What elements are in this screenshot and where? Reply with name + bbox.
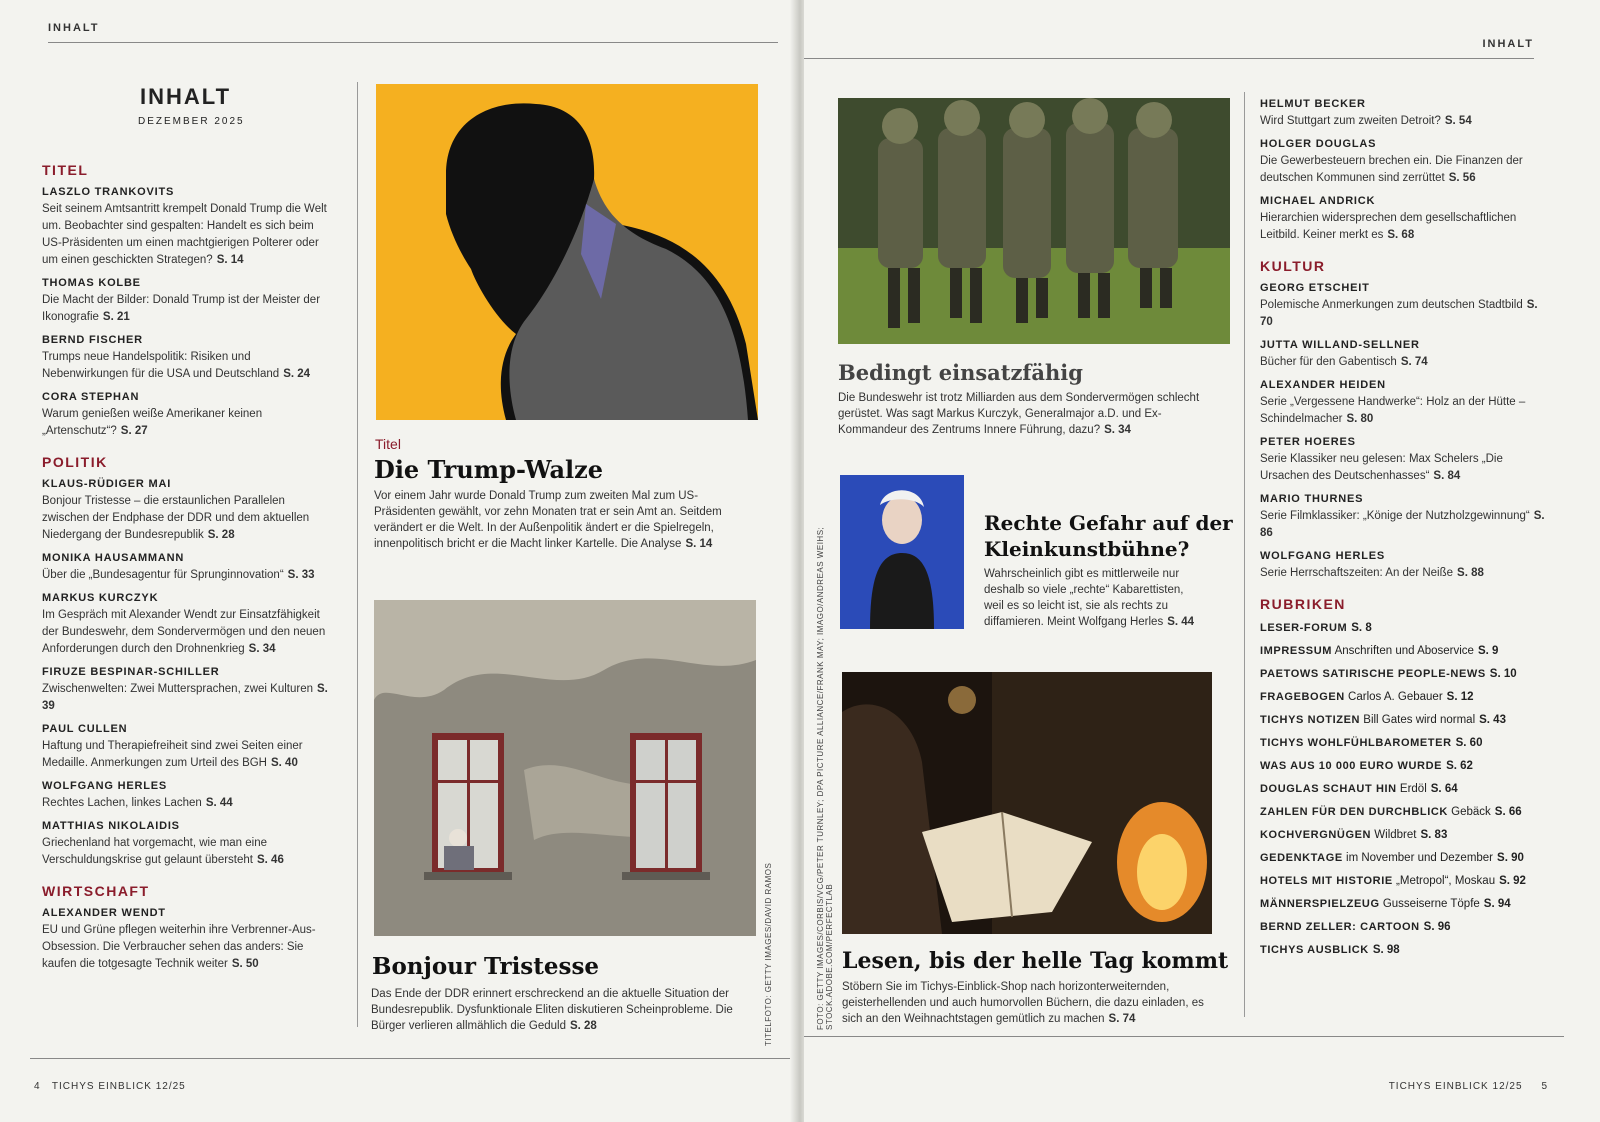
entry-description [42,493,332,544]
toc-title: INHALT [140,84,232,109]
teaser-text: Wahrscheinlich gibt es mittlerweile nur deshalb so viele „rechte“ Kabarettisten, weil es so leicht ist, sie als rechts zu diffamieren. Meint Wolfgang Herles [984,568,1184,628]
rubrik-desc: „Metropol“, Moskau [1396,875,1496,887]
rubrik-page: S. 92 [1499,875,1526,887]
entry-text: Serie „Vergessene Handwerke“: Holz an der Hütte –Schindelmacher [1260,396,1526,425]
entry-page: S. 54 [1444,115,1472,127]
entry-description [42,738,332,772]
toc-entry[interactable] [1260,436,1550,485]
toc-entry[interactable] [42,478,332,544]
running-head-right: INHALT [1482,38,1534,50]
page-number: 5 [1541,1081,1548,1092]
rubrik-page: S. 10 [1489,668,1517,680]
entry-author: MONIKA HAUSAMMANN [42,552,185,564]
rubrik-desc: Gusseiserne Töpfe [1382,898,1480,910]
entry-author: MATTHIAS NIKOLAIDIS [42,820,180,832]
entry-text: Griechenland hat vorgemacht, wie man eine Verschuldungskrise gut gelaunt übersteht [42,837,268,866]
teaser-text: Das Ende der DDR erinnert erschreckend an die aktuelle Situation der Bundesrepublik. Dysfunktionale Eliten diskutieren Scheinprobleme. Die Bürger verlieren allmählich die Geduld [371,988,733,1032]
top-rule [804,58,1534,59]
entry-page: S. 39 [42,683,328,712]
entry-description [42,835,332,869]
rubrik-desc: Carlos A. Gebauer [1348,691,1443,703]
toc-entry[interactable] [1260,493,1550,542]
rubrik-page: S. 96 [1423,921,1451,933]
entry-text: Rechtes Lachen, linkes Lachen [42,797,202,809]
rubrik-desc: im November und Dezember [1346,852,1494,864]
feature2-teaser [371,986,756,1034]
rubrik-item[interactable] [1260,919,1550,936]
toc-entry[interactable] [42,592,332,658]
section-heading-politik: POLITIK [42,454,108,470]
entry-page: S. 70 [1260,299,1538,328]
rubrik-page: S. 64 [1430,783,1458,795]
entry-page: S. 34 [248,643,276,655]
entry-page: S. 40 [271,757,298,769]
feature-headline: Die Trump-Walze [374,455,604,484]
toc-column-left [42,148,332,981]
entry-text: Serie Herrschaftszeiten: An der Neiße [1260,567,1454,579]
rubrik-name: KOCHVERGNÜGEN [1260,829,1372,841]
rubrik-page: S. 62 [1446,760,1473,772]
rubrik-page: S. 43 [1479,714,1506,726]
entry-text: Bonjour Tristesse – die erstaunlichen Parallelen zwischen der Endphase der DDR und dem aktuellen Niedergang der Bundesrepublik [42,495,310,541]
feature2-teaser [984,566,1199,630]
entry-description [1260,354,1550,371]
feature2-headline: Rechte Gefahr auf der Kleinkunstbühne? [984,511,1233,561]
rubrik-name: FRAGEBOGEN [1260,691,1345,703]
toc-entry[interactable] [1260,550,1550,582]
rubrik-desc: Anschriften und Aboservice [1334,645,1474,657]
entry-description [1260,394,1550,428]
entry-text: Im Gespräch mit Alexander Wendt zur Einsatzfähigkeit der Bundeswehr, dem Sondervermögen und den neuen Anforderungen durch den Drohnenkrieg [42,609,326,655]
footer-right [1389,1081,1548,1092]
feature-teaser [374,488,759,552]
entry-author: PAUL CULLEN [42,723,128,735]
rubrik-item[interactable] [1260,896,1550,913]
entry-page: S. 21 [102,311,130,323]
entry-page: S. 27 [120,425,148,437]
footer-left [34,1081,186,1092]
right-page [804,0,1600,1122]
entry-author: PETER HOERES [1260,436,1356,448]
toc-column-right [1260,98,1550,965]
entry-author: ALEXANDER HEIDEN [1260,379,1386,391]
toc-entry[interactable] [42,391,332,440]
entry-description [1260,508,1550,542]
toc-entry[interactable] [42,907,332,973]
rubrik-item[interactable] [1260,620,1550,637]
entry-description [1260,565,1550,582]
feature2-headline: Bonjour Tristesse [372,953,600,980]
entry-description [1260,451,1550,485]
entry-author: MARKUS KURCZYK [42,592,159,604]
toc-entry[interactable] [42,780,332,812]
entry-description [42,922,332,973]
entry-text: Über die „Bundesagentur für Sprunginnovation“ [42,569,284,581]
feature3-teaser [842,979,1217,1027]
section-heading-kultur: KULTUR [1260,258,1326,274]
page-ref: S. 74 [1108,1013,1136,1025]
running-head-left: INHALT [48,22,100,34]
entry-page: S. 88 [1457,567,1484,579]
toc-entry[interactable] [1260,339,1550,371]
entry-text: Die Macht der Bilder: Donald Trump ist der Meister der Ikonografie [42,294,321,323]
rubrik-page: S. 66 [1494,806,1522,818]
feature-teaser [838,390,1228,438]
entry-author: FIRUZE BESPINAR-SCHILLER [42,666,220,678]
rubrik-name: WAS AUS 10 000 EURO WURDE [1260,760,1443,772]
entry-description [1260,297,1550,331]
toc-entry[interactable] [42,723,332,772]
rubrik-item[interactable] [1260,758,1550,775]
teaser-text: Vor einem Jahr wurde Donald Trump zum zweiten Mal zum US-Präsidenten gewählt, vor zehn Monaten trat er sein Amt an. Seitdem verändert er die Welt. In der Außenpolitik ändert er die Spielregeln, innenpolitisch bricht er die Macht linker Kartelle. Die Analyse [374,490,722,550]
entry-page: S. 56 [1448,172,1476,184]
bottom-rule [30,1058,790,1059]
rubrik-page: S. 83 [1420,829,1448,841]
magazine-issue: TICHYS EINBLICK 12/25 [51,1081,186,1092]
rubrik-item[interactable] [1260,712,1550,729]
entry-author: WOLFGANG HERLES [42,780,168,792]
rubrik-page: S. 90 [1497,852,1524,864]
page-ref: S. 44 [1167,616,1195,628]
rubrik-item[interactable] [1260,873,1550,890]
rubrik-name: TICHYS WOHLFÜHLBAROMETER [1260,737,1452,749]
entry-page: S. 33 [287,569,315,581]
rubrik-name: BERND ZELLER: CARTOON [1260,921,1420,933]
entry-description [1260,113,1550,130]
toc-entry[interactable] [1260,138,1550,187]
toc-entry[interactable] [1260,195,1550,244]
rubrik-name: GEDENKTAGE [1260,852,1343,864]
entry-page: S. 46 [256,854,284,866]
rubrik-item[interactable] [1260,827,1550,844]
rubrik-page: S. 12 [1446,691,1474,703]
column-divider [1244,92,1245,1017]
toc-date: DEZEMBER 2025 [138,116,245,127]
entry-author: MICHAEL ANDRICK [1260,195,1376,207]
rubrik-item[interactable] [1260,643,1550,660]
toc-entry[interactable] [1260,98,1550,130]
bottom-rule [804,1036,1564,1037]
entry-author: MARIO THURNES [1260,493,1364,505]
section-heading-titel: TITEL [42,162,89,178]
rubrik-desc: Erdöl [1399,783,1427,795]
entry-text: Die Gewerbesteuern brechen ein. Die Finanzen der deutschen Kommunen sind zerrüttet [1260,155,1523,184]
toc-entry[interactable] [42,277,332,326]
rubrik-page: S. 8 [1351,622,1372,634]
entry-text: Trumps neue Handelspolitik: Risiken und Nebenwirkungen für die USA und Deutschland [42,351,280,380]
rubrik-name: DOUGLAS SCHAUT HIN [1260,783,1397,795]
feature-headline: Bedingt einsatzfähig [838,360,1083,385]
entry-page: S. 80 [1346,413,1374,425]
rubrik-page: S. 9 [1477,645,1499,657]
teaser-text: Die Bundeswehr ist trotz Milliarden aus dem Sondervermögen schlecht gerüstet. Was sagt Markus Kurczyk, Generalmajor a.D. und Ex-Kommandeur des Zentrums Innere Führung, dazu? [838,392,1200,436]
entry-description [42,567,332,584]
entry-text: Hierarchien widersprechen dem gesellschaftlichen Leitbild. Keiner merkt es [1260,212,1517,241]
toc-entry[interactable] [1260,282,1550,331]
rubrik-page: S. 60 [1455,737,1483,749]
rubrik-item[interactable] [1260,735,1550,752]
entry-text: Polemische Anmerkungen zum deutschen Stadtbild [1260,299,1523,311]
entry-author: GEORG ETSCHEIT [1260,282,1370,294]
reading-image [842,672,1212,934]
rubrik-item[interactable] [1260,781,1550,798]
entry-page: S. 28 [207,529,235,541]
entry-author: KLAUS-RÜDIGER MAI [42,478,172,490]
photo-credit-right: FOTO: GETTY IMAGES/CORBIS/VCG/PETER TURNLEY; DPA PICTURE ALLIANCE/FRANK MAY; IMAGO/ANDREAS WEIHS; STOCK.ADOBE.COM/PERFECTLAB [816,526,834,1030]
page-number: 4 [34,1081,41,1092]
magazine-issue: TICHYS EINBLICK 12/25 [1388,1081,1523,1092]
entry-author: BERND FISCHER [42,334,143,346]
entry-text: Seit seinem Amtsantritt krempelt Donald Trump die Welt um. Beobachter sind gespalten: Handelt es sich beim US-Präsidenten um einen machtgierigen Polterer oder um einen geschickten Strategen? [42,203,327,266]
entry-page: S. 86 [1260,510,1545,539]
left-page [0,0,796,1122]
entry-page: S. 68 [1387,229,1415,241]
entry-text: Zwischenwelten: Zwei Muttersprachen, zwei Kulturen [42,683,314,695]
rubrik-desc: Gebäck [1451,806,1491,818]
rubrik-item[interactable] [1260,666,1550,683]
rubrik-page: S. 98 [1372,944,1400,956]
page-ref: S. 28 [569,1020,597,1032]
soldiers-image [838,98,1230,344]
rubrik-page: S. 94 [1483,898,1511,910]
entry-description [42,349,332,383]
trump-silhouette-image [376,84,758,420]
entry-author: HELMUT BECKER [1260,98,1366,110]
toc-entry[interactable] [42,552,332,584]
section-heading-wirtschaft: WIRTSCHAFT [42,883,150,899]
feature-kicker: Titel [375,436,401,452]
entry-page: S. 74 [1400,356,1428,368]
entry-text: Bücher für den Gabentisch [1260,356,1397,368]
teaser-text: Stöbern Sie im Tichys-Einblick-Shop nach horizonterweiternden, geisterhellenden und auch humorvollen Büchern, die dazu einladen, es sich an den Weihnachtstagen gemütlich zu machen [842,981,1204,1025]
entry-author: HOLGER DOUGLAS [1260,138,1377,150]
entry-text: EU und Grüne pflegen weiterhin ihre Verbrenner-Aus-Obsession. Die Verbraucher sehen das anders: Sie kaufen die totgesagte Technik weiter [42,924,316,970]
entry-author: ALEXANDER WENDT [42,907,166,919]
entry-page: S. 50 [231,958,259,970]
section-heading-rubriken: RUBRIKEN [1260,596,1346,612]
rubrik-desc: Bill Gates wird normal [1363,714,1476,726]
toc-entry[interactable] [42,820,332,869]
photo-credit-left: TITELFOTO: GETTY IMAGES/DAVID RAMOS [764,862,773,1046]
toc-entry[interactable] [42,186,332,269]
entry-author: WOLFGANG HERLES [1260,550,1386,562]
toc-entry[interactable] [1260,379,1550,428]
rubrik-item[interactable] [1260,804,1550,821]
rubrik-item[interactable] [1260,942,1550,959]
entry-text: Serie Filmklassiker: „Könige der Nutzholzgewinnung“ [1260,510,1530,522]
rubrik-item[interactable] [1260,689,1550,706]
rubrik-name: TICHYS NOTIZEN [1260,714,1361,726]
entry-description [42,201,332,269]
top-rule [48,42,778,43]
column-divider [357,82,358,1027]
entry-text: Serie Klassiker neu gelesen: Max Schelers „Die Ursachen des Deutschenhasses“ [1260,453,1503,482]
entry-page: S. 14 [216,254,244,266]
entry-description [42,607,332,658]
entry-description [42,292,332,326]
entry-text: Wird Stuttgart zum zweiten Detroit? [1260,115,1441,127]
rubrik-desc: Wildbret [1374,829,1417,841]
rubrik-item[interactable] [1260,850,1550,867]
page-ref: S. 14 [685,538,713,550]
entry-description [1260,153,1550,187]
entry-author: LASZLO TRANKOVITS [42,186,175,198]
rubrik-name: MÄNNERSPIELZEUG [1260,898,1380,910]
rubrik-name: LESER-FORUM [1260,622,1348,634]
entry-page: S. 24 [283,368,311,380]
ddr-facade-image [374,600,756,936]
rubrik-name: HOTELS MIT HISTORIE [1260,875,1393,887]
entry-description [42,681,332,715]
entry-description [42,406,332,440]
rubrik-name: ZAHLEN FÜR DEN DURCHBLICK [1260,806,1448,818]
toc-entry[interactable] [42,666,332,715]
entry-description [1260,210,1550,244]
rubrik-name: PAETOWS SATIRISCHE PEOPLE-NEWS [1260,668,1486,680]
entry-text: Haftung und Therapiefreiheit sind zwei Seiten einer Medaille. Anmerkungen zum Urteil des BGH [42,740,303,769]
entry-author: CORA STEPHAN [42,391,140,403]
page-ref: S. 34 [1104,424,1131,436]
entry-description [42,795,332,812]
entry-page: S. 44 [205,797,233,809]
rubrik-name: IMPRESSUM [1260,645,1333,657]
entry-page: S. 84 [1433,470,1461,482]
rubrik-name: TICHYS AUSBLICK [1260,944,1369,956]
toc-entry[interactable] [42,334,332,383]
entry-author: JUTTA WILLAND-SELLNER [1260,339,1420,351]
cabaret-image [840,475,964,629]
entry-text: Warum genießen weiße Amerikaner keinen „Artenschutz“? [42,408,263,437]
entry-author: THOMAS KOLBE [42,277,141,289]
feature3-headline: Lesen, bis der helle Tag kommt [842,948,1229,974]
